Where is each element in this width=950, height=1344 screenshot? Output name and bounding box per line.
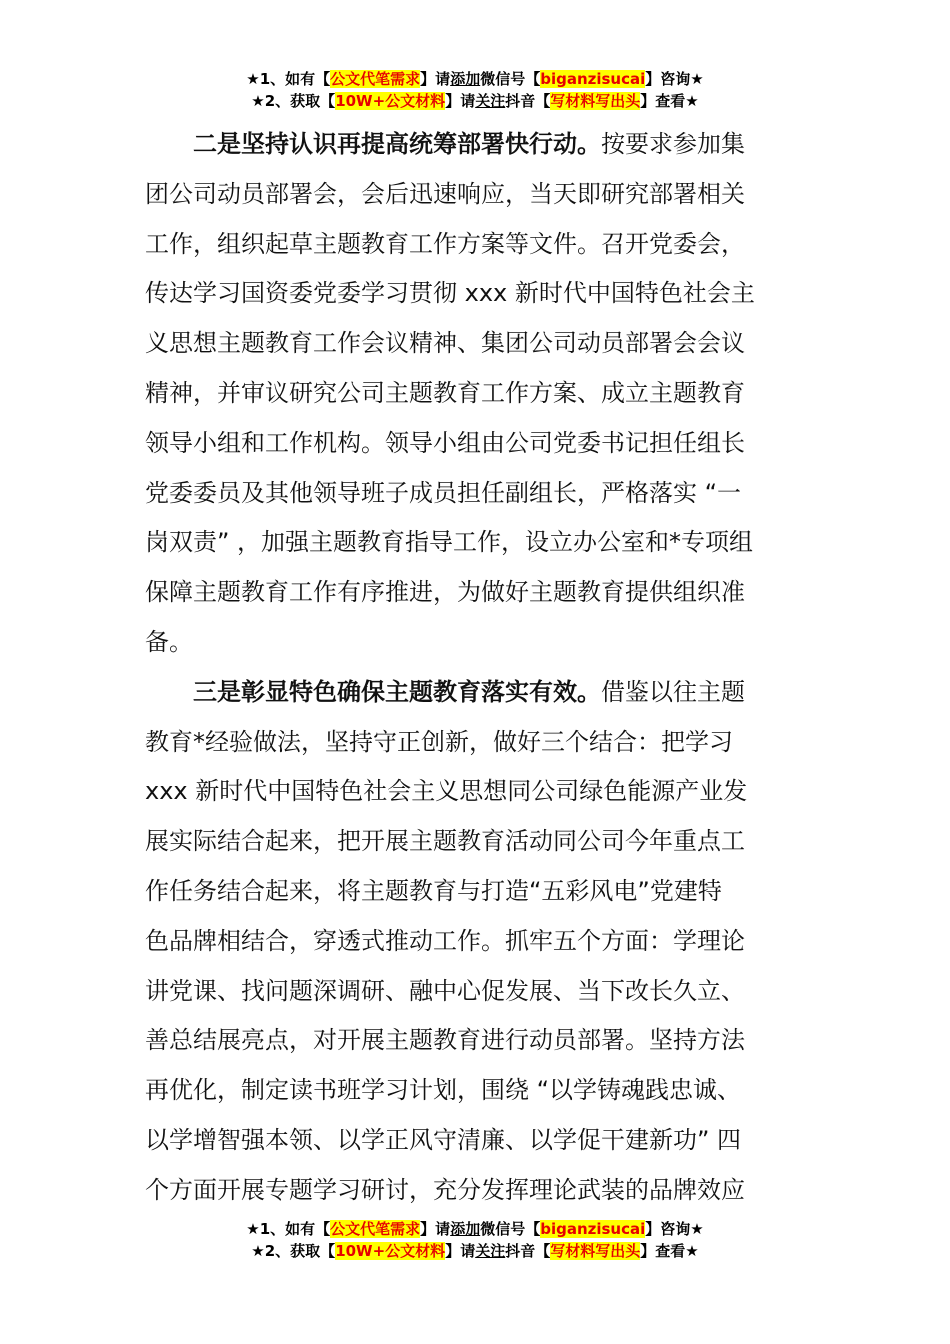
paragraph-heading: 二是坚持认识再提高统筹部署快行动。 <box>193 130 601 158</box>
banner-emphasis: 添加 <box>450 70 481 88</box>
text-line: 色品牌相结合，穿透式推动工作。抓牢五个方面：学理论 <box>145 926 745 955</box>
banner-text: 】请 <box>420 70 451 88</box>
banner-text: ★2、获取【 <box>251 92 336 110</box>
text-line: 团公司动员部署会，会后迅速响应，当天即研究部署相关 <box>145 179 745 208</box>
text-line: 教育*经验做法，坚持守正创新，做好三个结合：把学习 <box>145 727 733 756</box>
banner-text: 】咨询★ <box>645 70 704 88</box>
banner-text: 抖音【 <box>505 92 551 110</box>
text-line: 保障主题教育工作有序推进，为做好主题教育提供组织准 <box>145 578 745 607</box>
banner-text: ★1、如有【 <box>246 70 331 88</box>
banner-highlight: 写材料写出头 <box>550 92 641 110</box>
text-line: 备。 <box>145 627 193 656</box>
banner-emphasis: 关注 <box>475 1242 506 1260</box>
text-line: 精神，并审议研究公司主题教育工作方案、成立主题教育 <box>145 378 745 407</box>
line-text: 按要求参加集 <box>601 130 745 158</box>
text-line: 传达学习国资委党委学习贯彻 xxx 新时代中国特色社会主 <box>145 279 755 308</box>
banner-text: 】请 <box>445 1242 476 1260</box>
banner-text: 】查看★ <box>640 92 699 110</box>
banner-text: 微信号【 <box>480 70 541 88</box>
banner-text: ★1、如有【 <box>246 1220 331 1238</box>
line-text: 借鉴以往主题 <box>601 677 745 706</box>
banner-line-1 <box>0 68 950 90</box>
document-body <box>145 120 810 1216</box>
text-line: 个方面开展专题学习研讨，充分发挥理论武装的品牌效应 <box>145 1175 745 1204</box>
text-line: 讲党课、找问题深调研、融中心促发展、当下改长久立、 <box>145 976 745 1005</box>
banner-emphasis: 关注 <box>475 92 506 110</box>
text-line: 工作，组织起草主题教育工作方案等文件。召开党委会， <box>145 229 745 258</box>
text-line: 以学增智强本领、以学正风守清廉、以学促干建新功” 四 <box>145 1125 742 1154</box>
banner-highlight: 10W+公文材料 <box>335 1242 446 1260</box>
text-line: 领导小组和工作机构。领导小组由公司党委书记担任组长 <box>145 428 745 457</box>
banner-text: 】请 <box>420 1220 451 1238</box>
text-line: 善总结展亮点，对开展主题教育进行动员部署。坚持方法 <box>145 1026 745 1055</box>
banner-text: ★2、获取【 <box>251 1242 336 1260</box>
text-line: 义思想主题教育工作会议精神、集团公司动员部署会会议 <box>145 329 745 358</box>
banner-line-1 <box>0 1218 950 1240</box>
banner-text: 微信号【 <box>480 1220 541 1238</box>
paragraph-first-line <box>145 668 810 718</box>
text-line: 党委委员及其他领导班子成员担任副组长，严格落实 “一 <box>145 478 742 507</box>
banner-text: 】查看★ <box>640 1242 699 1260</box>
banner-highlight: 写材料写出头 <box>550 1242 641 1260</box>
banner-text: 抖音【 <box>505 1242 551 1260</box>
text-line: 岗双责” ，加强主题教育指导工作，设立办公室和*专项组 <box>145 528 754 557</box>
banner-highlight: 10W+公文材料 <box>335 92 446 110</box>
banner-highlight: biganzisucai <box>540 1220 646 1238</box>
paragraph-heading: 三是彰显特色确保主题教育落实有效。 <box>193 677 601 706</box>
banner-text: 】咨询★ <box>645 1220 704 1238</box>
banner-line-2 <box>0 90 950 112</box>
banner-line-2 <box>0 1240 950 1262</box>
text-line: 再优化，制定读书班学习计划，围绕 “以学铸魂践忠诚、 <box>145 1076 742 1105</box>
text-line: xxx 新时代中国特色社会主义思想同公司绿色能源产业发 <box>145 777 748 806</box>
text-line: 作任务结合起来，将主题教育与打造“五彩风电”党建特 <box>145 876 722 905</box>
banner-highlight: 公文代笔需求 <box>330 1220 421 1238</box>
paragraph-first-line <box>145 120 810 170</box>
text-line: 展实际结合起来，把开展主题教育活动同公司今年重点工 <box>145 827 745 856</box>
banner-highlight: 公文代笔需求 <box>330 70 421 88</box>
header-banner <box>0 68 950 112</box>
banner-highlight: biganzisucai <box>540 70 646 88</box>
banner-text: 】请 <box>445 92 476 110</box>
footer-banner <box>0 1218 950 1262</box>
banner-emphasis: 添加 <box>450 1220 481 1238</box>
